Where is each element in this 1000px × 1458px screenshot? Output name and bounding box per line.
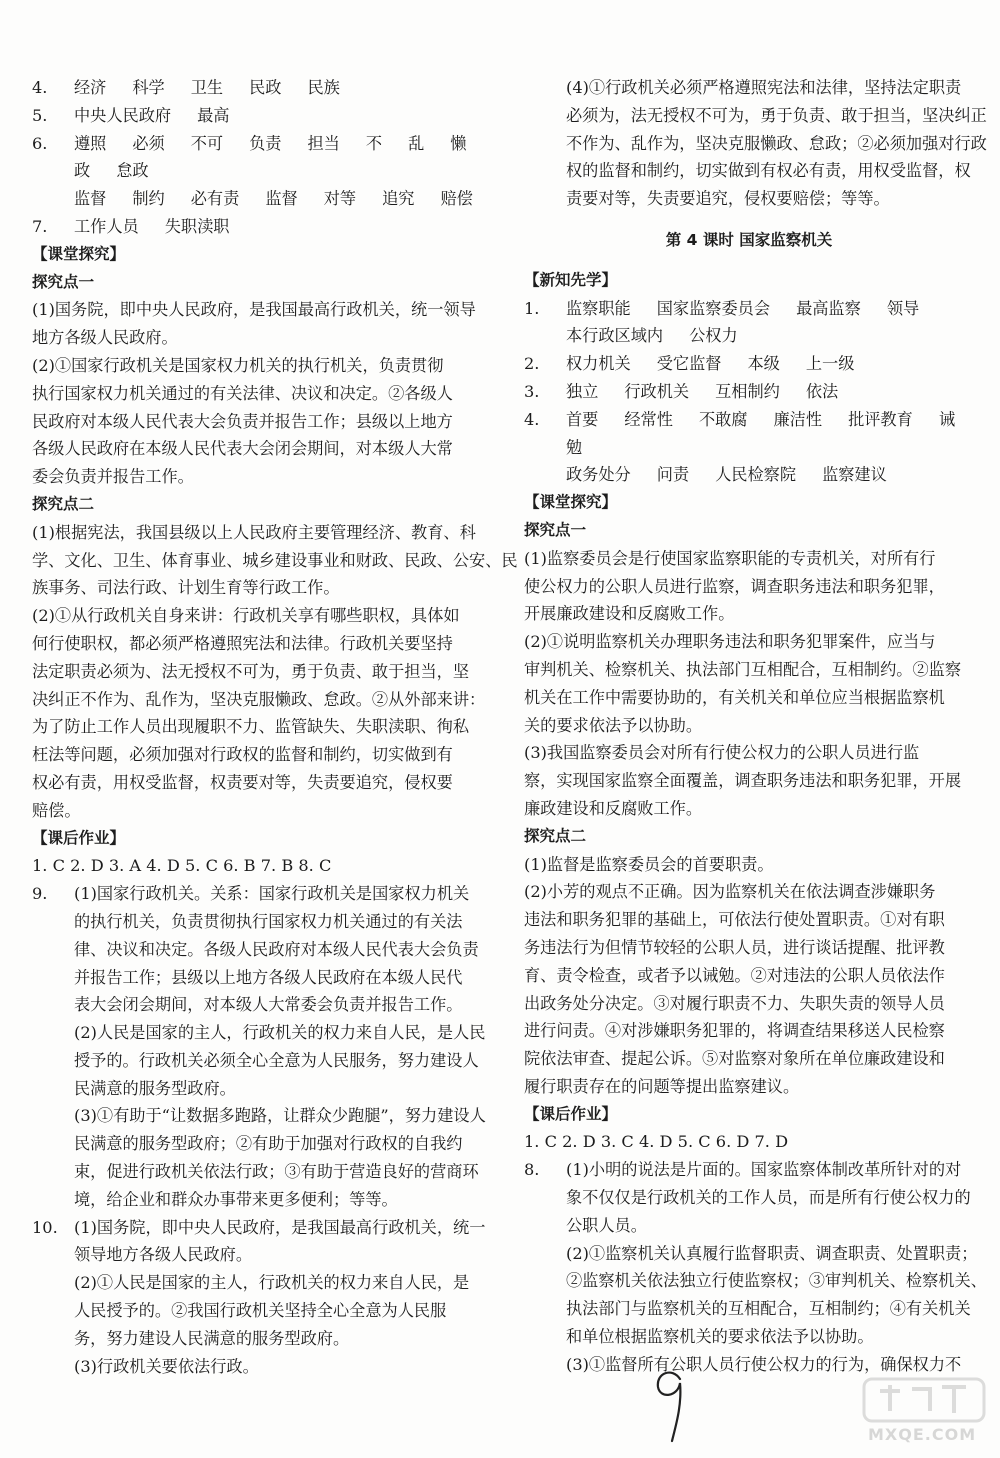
item-number: 8.: [524, 1160, 540, 1180]
answer-word: 受它监督: [656, 354, 722, 374]
text-line: (2)①监察机关认真履行监督职责、调查职责、处置职责；: [566, 1243, 978, 1263]
question-10: [32, 1214, 500, 1381]
text-line: 机关在工作中需要协助的，有关机关和单位应当根据监察机: [524, 687, 945, 707]
item-content: [74, 130, 500, 213]
answer-word: 失职渎职: [164, 216, 230, 236]
item-number: 3.: [524, 381, 540, 401]
text-line: (2)①说明监察机关办理职务违法和职务犯罪案件，应当与: [524, 632, 936, 652]
lesson-title: 第 4 课时 国家监察机关: [665, 230, 833, 249]
text-line: 执行国家权力机关通过的有关法律、决议和决定。②各级人: [32, 383, 453, 403]
answer-word: 遵照: [74, 133, 107, 153]
continued-answer: [524, 74, 987, 213]
left-column: [32, 74, 518, 1380]
text-line: 学、文化、卫生、体育事业、城乡建设事业和财政、民政、公安、民: [32, 550, 518, 570]
subsection-heading: 探究点二: [32, 494, 95, 513]
answer-words: [74, 74, 500, 102]
answer-word: 政务处分: [566, 465, 631, 485]
text-line: 不作为、乱作为，坚决克服懒政、怠政；②必须加强对行政: [566, 133, 987, 153]
item-content: [74, 102, 500, 130]
answer-item: [32, 213, 500, 241]
text-line: (2)①人民是国家的主人，行政机关的权力来自人民，是: [74, 1273, 470, 1293]
text-line: 廉政建设和反腐败工作。: [524, 798, 703, 818]
text-line: (1)国家行政机关。关系：国家行政机关是国家权力机关: [74, 884, 470, 904]
item-content: [74, 213, 500, 241]
answer-word: 本行政区域内: [566, 326, 664, 346]
answer-word: 不可: [190, 133, 224, 153]
item-content: [566, 378, 974, 406]
answer-word: 怠政: [116, 161, 149, 181]
text-line: 领导地方各级人民政府。: [74, 1245, 253, 1265]
item-content: [74, 880, 500, 1214]
answer-word: 必有责: [190, 189, 240, 209]
answer-word: 制约: [132, 189, 165, 209]
answer-word: 问责: [656, 465, 690, 485]
text-line: 束，促进行政机关依法行政；③有助于营造良好的营商环: [74, 1162, 479, 1182]
text-line: 执法部门与监察机关的互相配合，互相制约；④有关机关: [566, 1299, 971, 1319]
answer-word: 领导: [886, 298, 920, 318]
text-line: 使公权力的公职人员进行监察，调查职务违法和职务犯罪，: [524, 576, 945, 596]
item-content: [566, 295, 974, 351]
text-line: 育、责令检查，或者予以诫勉。②对违法的公职人员依法作: [524, 965, 945, 985]
answer-words: [566, 322, 974, 350]
item-content: [566, 350, 974, 378]
text-line: 民政府对本级人民代表大会负责并报告工作；县级以上地方: [32, 411, 453, 431]
text-line: (3)①监督所有公职人员行使公权力的行为，确保权力不: [566, 1354, 962, 1374]
answer-word: 诫勉: [566, 409, 955, 457]
text-line: 权的监督和制约，切实做到有权必有责，用权受监督，权: [566, 161, 971, 181]
answer-word: 工作人员: [74, 216, 139, 236]
text-line: (1)监察委员会是行使国家监察职能的专责机关，对所有行: [524, 548, 936, 568]
handwritten-page-number: [650, 1365, 690, 1445]
answer-word: 乱: [408, 133, 425, 153]
answer-word: 懒政: [74, 133, 467, 181]
text-line: 违法和职务犯罪的基础上，可依法行使处置职责。①对有职: [524, 910, 945, 930]
text-line: 为了防止工作人员出现履职不力、监管缺失、失职渎职、徇私: [32, 717, 470, 737]
item-number: 7.: [32, 216, 48, 236]
text-line: 民满意的服务型政府；②有助于加强对行政权的自我约: [74, 1134, 463, 1154]
answer-word: 互相制约: [715, 381, 780, 401]
text-line: (3)我国监察委员会对所有行使公权力的公职人员进行监: [524, 743, 920, 763]
answer-words: [566, 406, 974, 462]
question-8: [524, 1156, 987, 1378]
question-9: [32, 880, 500, 1214]
answer-word: 必须: [132, 133, 165, 153]
answer-item: [524, 406, 974, 489]
answer-word: 行政机关: [624, 381, 690, 401]
text-line: 进行问责。④对涉嫌职务犯罪的，将调查结果移送人民检察: [524, 1021, 945, 1041]
choice-answers: 1. C 2. D 3. A 4. D 5. C 6. B 7. B 8. C: [32, 856, 332, 876]
text-line: 赔偿。: [32, 800, 81, 820]
answer-word: 对等: [323, 189, 357, 209]
text-line: 务，努力建设人民满意的服务型政府。: [74, 1328, 350, 1348]
text-line: 人民授予的。②我国行政机关坚持全心全意为人民服: [74, 1301, 447, 1321]
answer-item: [32, 130, 500, 213]
answer-word: 公权力: [689, 326, 738, 346]
answer-word: 监察职能: [566, 298, 631, 318]
text-line: 责要对等，失责要追究，侵权要赔偿；等等。: [566, 189, 890, 209]
answer-word: 监督: [74, 189, 107, 209]
answer-item: [32, 102, 500, 130]
answer-word: 民政: [249, 78, 282, 97]
answer-word: 追究: [382, 189, 415, 209]
text-line: 必须为，法无授权不可为，勇于负责、敢于担当，坚决纠正: [566, 105, 987, 125]
subsection-heading: 探究点二: [524, 826, 587, 845]
answer-word: 批评教育: [848, 409, 913, 429]
answer-word: 不敢腐: [698, 409, 748, 429]
item-number: 6.: [32, 133, 48, 153]
text-line: 何行使职权，都必须严格遵照宪法和法律。行政机关要坚持: [32, 633, 453, 653]
answer-word: 独立: [566, 381, 599, 401]
text-line: 并报告工作；县级以上地方各级人民政府在本级人民代: [74, 967, 463, 987]
text-line: 授予的。行政机关必须全心全意为人民服务，努力建设人: [74, 1050, 479, 1070]
text-line: 履行职责存在的问题等提出监察建议。: [524, 1076, 800, 1096]
text-line: 境，给企业和群众办事带来更多便利；等等。: [74, 1189, 398, 1209]
answer-word: 最高监察: [796, 298, 861, 318]
item-number: 2.: [524, 354, 540, 374]
answer-word: 民族: [307, 78, 340, 97]
answer-word: 廉洁性: [773, 409, 823, 429]
watermark-text: MXQE.COM: [868, 1425, 977, 1444]
right-column: [524, 74, 987, 1379]
text-line: 决纠正不作为、乱作为，坚决克服懒政、怠政。②从外部来讲：: [32, 689, 486, 709]
text-line: 权必有责，用权受监督，权责要对等，失责要追究，侵权要: [32, 772, 453, 792]
item-number: 4.: [32, 78, 48, 97]
text-line: 枉法等问题，必须加强对行政权的监督和制约，切实做到有: [32, 745, 453, 765]
answer-words: [74, 213, 500, 241]
answer-word: 不: [365, 133, 383, 153]
answer-words: [74, 185, 500, 213]
text-line: 表大会闭会期间，对本级人大常委会负责并报告工作。: [74, 995, 463, 1015]
answer-words: [74, 102, 500, 130]
answer-item: [524, 350, 974, 378]
text-line: 务违法行为但情节较轻的公职人员，进行谈话提醒、批评教: [524, 937, 945, 957]
text-line: 律、决议和决定。各级人民政府对本级人民代表大会负责: [74, 939, 479, 959]
answer-word: 本级: [747, 354, 780, 374]
text-line: (1)国务院，即中央人民政府，是我国最高行政机关，统一: [74, 1217, 486, 1237]
answer-words: [566, 350, 974, 378]
text-line: (2)人民是国家的主人，行政机关的权力来自人民，是人民: [74, 1023, 486, 1043]
answer-word: 首要: [566, 409, 599, 429]
item-number: 4.: [524, 409, 540, 429]
answer-words: [74, 130, 500, 186]
section-heading: 【课后作业】: [524, 1104, 618, 1123]
section-heading: 【课后作业】: [32, 828, 126, 847]
item-content: [566, 406, 974, 489]
item-number: 5.: [32, 105, 48, 125]
subsection-heading: 探究点一: [32, 272, 95, 291]
text-line: 地方各级人民政府。: [32, 328, 178, 348]
text-line: (2)①从行政机关自身来讲：行政机关享有哪些职权，具体如: [32, 606, 460, 626]
text-line: 委会负责并报告工作。: [32, 467, 194, 487]
section-heading: 【课堂探究】: [524, 493, 618, 512]
item-number: 9.: [32, 884, 48, 904]
subsection-heading: 探究点一: [524, 520, 587, 539]
text-line: (1)小明的说法是片面的。国家监察体制改革所针对的对: [566, 1160, 962, 1180]
text-line: 族事务、司法行政、计划生育等行政工作。: [32, 578, 340, 598]
item-content: [74, 1214, 500, 1381]
answer-word: 权力机关: [566, 354, 631, 374]
answer-words: [566, 295, 974, 323]
watermark-logo: [860, 1375, 990, 1450]
text-line: 法定职责必须为、法无授权不可为，勇于负责、敢于担当，坚: [32, 661, 470, 681]
text-line: 和单位根据监察机关的要求依法予以协助。: [566, 1327, 874, 1347]
text-line: 开展廉政建设和反腐败工作。: [524, 604, 735, 624]
text-line: (1)国务院，即中央人民政府，是我国最高行政机关，统一领导: [32, 300, 476, 320]
answer-word: 人民检察院: [715, 465, 797, 485]
text-line: 的执行机关，负责贯彻执行国家权力机关通过的有关法: [74, 911, 463, 931]
answer-word: 最高: [197, 105, 230, 125]
text-line: 民满意的服务型政府。: [74, 1078, 236, 1098]
answer-words: [566, 461, 974, 489]
answer-word: 担当: [307, 133, 340, 153]
choice-answers: 1. C 2. D 3. C 4. D 5. C 6. D 7. D: [524, 1132, 789, 1152]
answer-word: 科学: [132, 78, 165, 97]
answer-word: 经常性: [624, 409, 673, 429]
answer-word: 依法: [805, 381, 839, 401]
text-line: (3)行政机关要依法行政。: [74, 1356, 259, 1376]
section-heading: 【新知先学】: [524, 270, 618, 289]
text-line: 出政务处分决定。③对履行职责不力、失职失责的领导人员: [524, 993, 945, 1013]
text-line: 院依法审查、提起公诉。⑤对监察对象所在单位廉政建设和: [524, 1049, 945, 1069]
answer-word: 负责: [249, 133, 282, 153]
text-line: 察，实现国家监察全面覆盖，调查职务违法和职务犯罪，开展: [524, 771, 962, 791]
text-line: (1)根据宪法，我国县级以上人民政府主要管理经济、教育、科: [32, 522, 476, 542]
text-line: 审判机关、检察机关、执法部门互相配合，互相制约。②监察: [524, 659, 962, 679]
answer-item: [32, 74, 500, 102]
answer-word: 中央人民政府: [74, 105, 172, 125]
answer-word: 上一级: [805, 354, 855, 374]
answer-item: [524, 295, 974, 351]
answer-word: 国家监察委员会: [656, 298, 771, 318]
answer-word: 监察建议: [822, 465, 887, 485]
section-heading: 【课堂探究】: [32, 244, 126, 263]
answer-word: 经济: [74, 78, 107, 97]
text-line: 象不仅仅是行政机关的工作人员，而是所有行使公权力的: [566, 1188, 971, 1208]
text-line: (1)监督是监察委员会的首要职责。: [524, 854, 774, 874]
answer-word: 赔偿: [440, 189, 473, 209]
text-line: (2)①国家行政机关是国家权力机关的执行机关，负责贯彻: [32, 355, 444, 375]
text-line: ②监察机关依法独立行使监察权；③审判机关、检察机关、: [566, 1271, 987, 1291]
item-number: 10.: [32, 1217, 58, 1237]
answer-words: [566, 378, 974, 406]
answer-word: 卫生: [190, 78, 224, 97]
item-content: [566, 1156, 987, 1378]
text-line: 各级人民政府在本级人民代表大会闭会期间，对本级人大常: [32, 439, 453, 459]
answer-item: [524, 378, 974, 406]
text-line: 关的要求依法予以协助。: [524, 715, 703, 735]
item-number: 1.: [524, 298, 540, 318]
answer-word: 监督: [265, 189, 298, 209]
text-line: 公职人员。: [566, 1215, 647, 1235]
text-line: (4)①行政机关必须严格遵照宪法和法律，坚持法定职责: [566, 78, 962, 97]
item-content: [74, 74, 500, 102]
text-line: (2)小芳的观点不正确。因为监察机关在依法调查涉嫌职务: [524, 882, 936, 902]
text-line: (3)①有助于“让数据多跑路，让群众少跑腿”，努力建设人: [74, 1106, 486, 1126]
